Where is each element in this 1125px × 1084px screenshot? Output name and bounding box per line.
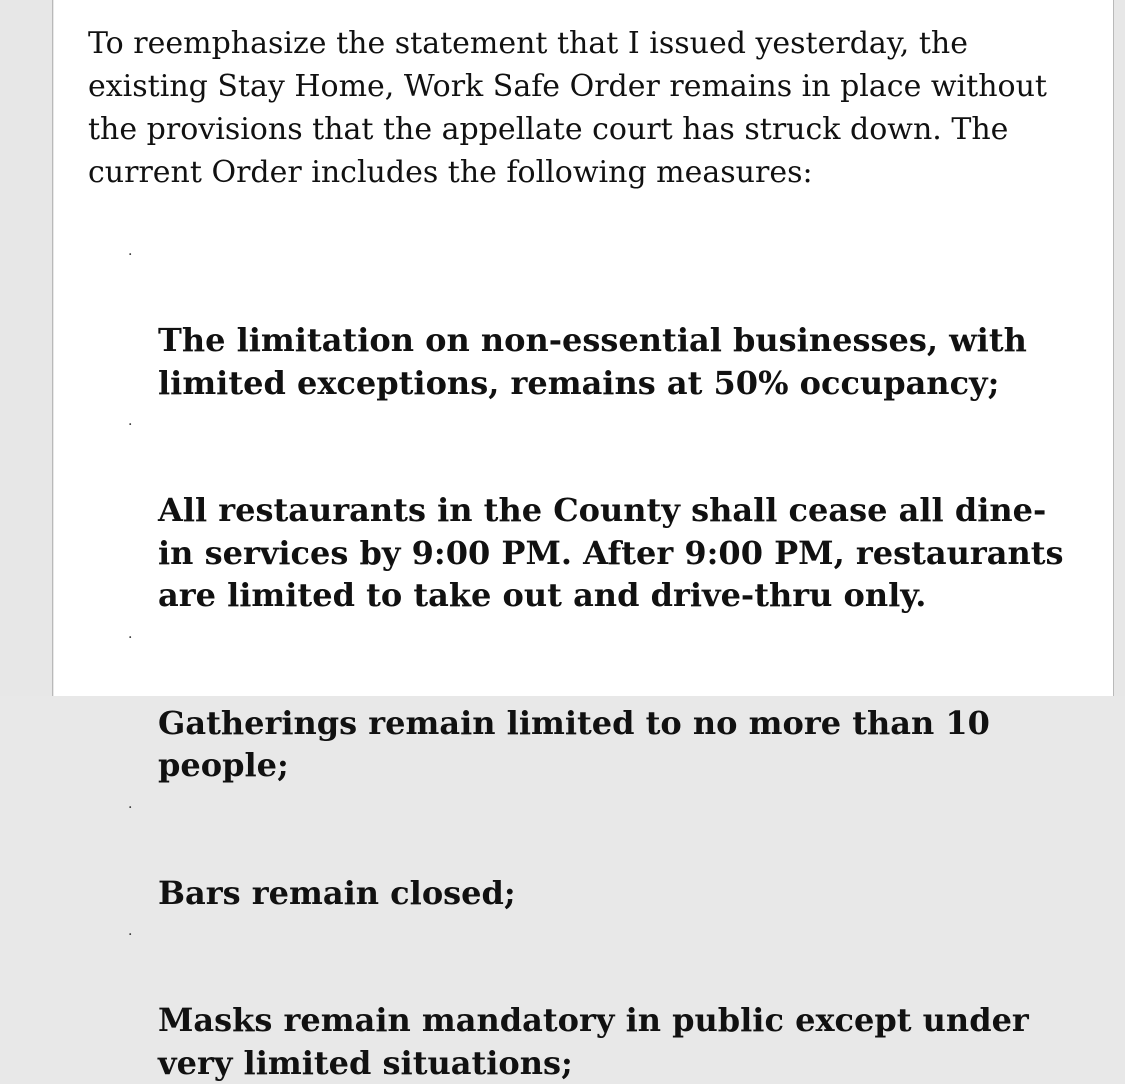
- bullet-icon: ·: [128, 417, 133, 433]
- list-item: [128, 404, 1088, 617]
- measures-list: [128, 234, 1088, 1084]
- intro-paragraph: To reemphasize the statement that I issued yesterday, the existing Stay Home, Work Safe Order remains in place without the provisions that the appellate court has struck down. The current Order includes the following measures:: [88, 26, 1047, 190]
- bullet-icon: ·: [128, 799, 133, 816]
- list-item: [128, 234, 1088, 404]
- measure-text: Gatherings remain limited to no more than 10 people;: [158, 703, 990, 784]
- measure-text: All restaurants in the County shall cease all dine- in services by 9:00 PM. After 9:00 PM, restaurants are limited to take out and drive-thru only.: [158, 491, 1064, 614]
- list-item: [128, 787, 1088, 915]
- right-margin-gutter: [1113, 0, 1125, 696]
- document-page: [54, 0, 1113, 1082]
- list-item: [128, 617, 1088, 787]
- left-margin-gutter: [0, 0, 53, 696]
- bullet-icon: ·: [128, 247, 133, 263]
- measure-text: The limitation on non-essential businesses, with limited exceptions, remains at 50% occupancy;: [158, 321, 1027, 402]
- list-item: [128, 914, 1088, 1084]
- measure-text: Masks remain mandatory in public except under very limited situations;: [158, 1001, 1029, 1082]
- measure-text: Bars remain closed;: [158, 873, 516, 912]
- bullet-icon: ·: [128, 629, 133, 646]
- bullet-icon: ·: [128, 927, 133, 943]
